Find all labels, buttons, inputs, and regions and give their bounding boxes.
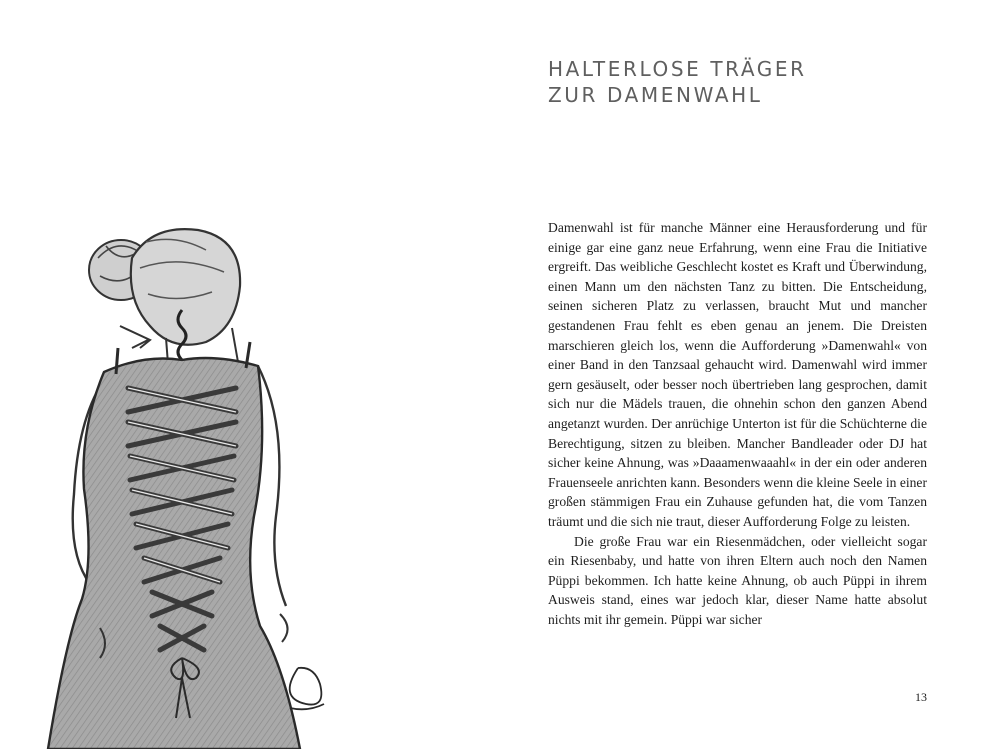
paragraph-1: Damenwahl ist für manche Männer eine Herausforderung und für einige gar eine ganz neue Erfahrung, wenn eine Frau die Initiative ergreift. Das weibliche Geschlecht kostet es Kraft und Überwindung, einen Mann um den nächsten Tanz zu bitten. Die Entscheidung, seinen sicheren Platz zu verlassen, braucht Mut und mancher gestandenen Frau fehlt es eben genau an jenem. Die Dreisten marschieren gleich los, wenn die Aufforderung »Damenwahl« von einer Band in den Tanzsaal gehaucht wird. Damenwahl wird immer gern gesäuselt, oder besser noch übertrieben lang gesprochen, damit sich nur die Mädels trauen, die ohnehin schon den ganzen Abend angetanzt wurden. Der anrüchige Unterton ist für die Schüchterne die Berechtigung, sitzen zu bleiben. Mancher Bandleader oder DJ hat sicher keine Ahnung, was »Daaamenwaaahl« in der ein oder anderen Frauenseele anrichten kann. Besonders wenn die kleine Seele in einer großen stämmigen Frau ein Zuhause gefunden hat, die vom Tanzen träumt und die sich nie traut, dieser Aufforderung Folge zu leisten. xyxy=(548,220,927,529)
chapter-title-line1: HALTERLOSE TRÄGER xyxy=(548,57,807,81)
body-text xyxy=(548,218,927,629)
page-number: 13 xyxy=(915,690,927,704)
woman-corset-back-illustration-icon xyxy=(36,198,382,749)
chapter-title-line2: ZUR DAMENWAHL xyxy=(548,83,763,107)
paragraph-2: Die große Frau war ein Riesenmädchen, oder vielleicht sogar ein Riesenbaby, und hatte von ihren Eltern auch noch den Namen Püppi bekommen. Ich hatte keine Ahnung, ob auch Püppi in ihrem Ausweis stand, eines war jedoch klar, dieser Name hatte absolut nichts mit ihr gemein. Püppi war sicher xyxy=(548,533,927,627)
chapter-title xyxy=(548,56,948,108)
